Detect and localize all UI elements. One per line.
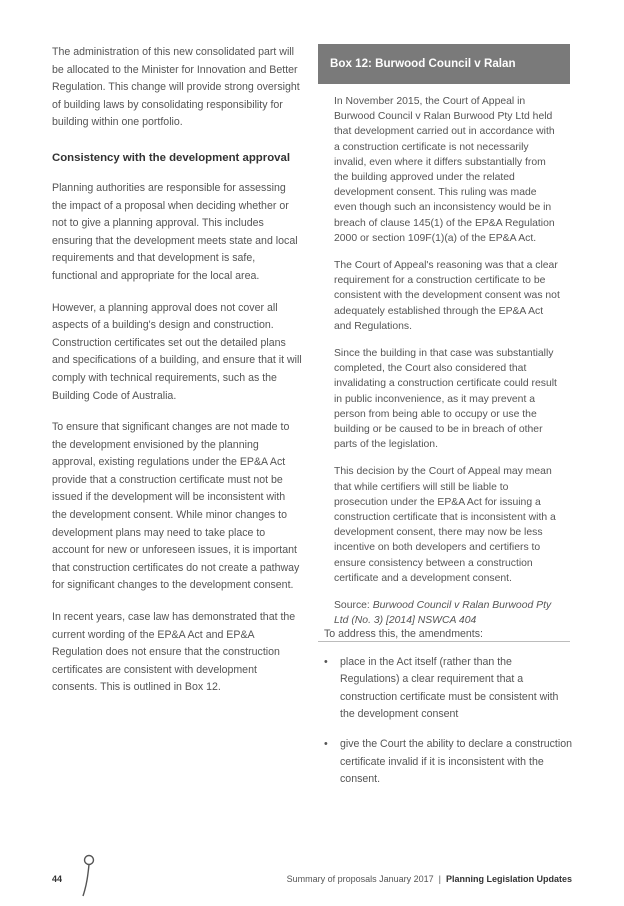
paragraph-assessing: Planning authorities are responsible for assessing the impact of a proposal when deciding whether or not to give a planning approval. This includes ensuring that the development meets state and local requirements and that development is safe, functional and appropriate for the local area. [52,181,298,282]
paragraph-significant-changes: To ensure that significant changes are not made to the development envisioned by the planning approval, existing regulations under the EP&A Act provide that a construction certificate must not be issued if the development will be inconsistent with the development consent. While minor changes to development plans may need to take place to account for new or unforeseen issues, it is important that construction certificates do not create a pathway for significant changes to the development consent. [52,421,300,592]
footer-separator: | [438,874,441,884]
list-item-text: give the Court the ability to declare a construction certificate invalid if it is inconsistent with the consent. [340,737,573,786]
page-number: 44 [52,874,63,884]
box-source [334,598,560,628]
location-pin-icon [80,854,98,898]
page-footer [0,870,624,890]
footer-document-title: Planning Legislation Updates [445,874,572,884]
box-body [318,84,570,642]
paragraph-construction-certificates: However, a planning approval does not cover all aspects of a building's design and construction. Construction certificates set out the detailed plans and specifications of a building, and ensure that it will comply with technical requirements, such as the Building Code of Australia. [52,301,302,402]
intro-paragraph: The administration of this new consolidated part will be allocated to the Minister for Innovation and Better Regulation. This change will provide strong oversight of building laws by consolidating responsibility for building within one portfolio. [52,46,300,129]
list-item-text: place in the Act itself (rather than the Regulations) a clear requirement that a construction certificate must be consistent with the development consent [340,655,559,721]
case-study-box [318,44,570,642]
list-item [324,654,574,724]
amendments-intro: To address this, the amendments: [324,628,483,640]
amendments-section [324,626,574,801]
section-heading: Consistency with the development approval [52,151,290,164]
box-paragraph-inconvenience: Since the building in that case was substantially completed, the Court also considered that invalidating a construction certificate could result in public inconvenience, as it may prevent a person from being able to occupy or use the building or be caused to be in breach of other parts of the legislation. [334,348,557,451]
bullet-icon: • [324,737,328,750]
box-source-reference: Burwood Council v Ralan Burwood Pty Ltd (No. 3) [2014] NSWCA 404 [334,600,552,627]
box-source-label: Source: [334,600,373,612]
footer-summary: Summary of proposals January 2017 [286,874,434,884]
box-paragraph-ruling: In November 2015, the Court of Appeal in Burwood Council v Ralan Burwood Pty Ltd held that development carried out in accordance with a construction certificate is not necessarily invalid, even where it differs substantially from the building approved under the related development consent. This ruling was made even though such an inconsistency would be in breach of clause 145(1) of the EP&A Regulation 2000 or section 109F(1)(a) of the EP&A Act. [334,96,555,244]
bullet-icon: • [324,655,328,668]
box-paragraph-decision: This decision by the Court of Appeal may mean that while certifiers will still be liable to prosecution under the EP&A Act for issuing a construction certificate that is inconsistent with a development consent, there may now be less incentive on both developers and certifiers to ensure consistency between a construction certificate and a development consent. [334,466,556,584]
box-paragraph-reasoning: The Court of Appeal's reasoning was that a clear requirement for a construction certificate to be consistent with the development consent was not adequately established through the EP&A Act and Regulations. [334,260,560,332]
paragraph-case-law: In recent years, case law has demonstrated that the current wording of the EP&A Act and EP&A Regulation does not ensure that the construction certificates are consistent with development consents. This is outlined in Box 12. [52,611,296,694]
box-title: Box 12: Burwood Council v Ralan [318,44,570,84]
list-item [324,736,574,789]
left-column [52,44,302,711]
footer-document-info [287,874,572,884]
amendments-list [324,654,574,789]
